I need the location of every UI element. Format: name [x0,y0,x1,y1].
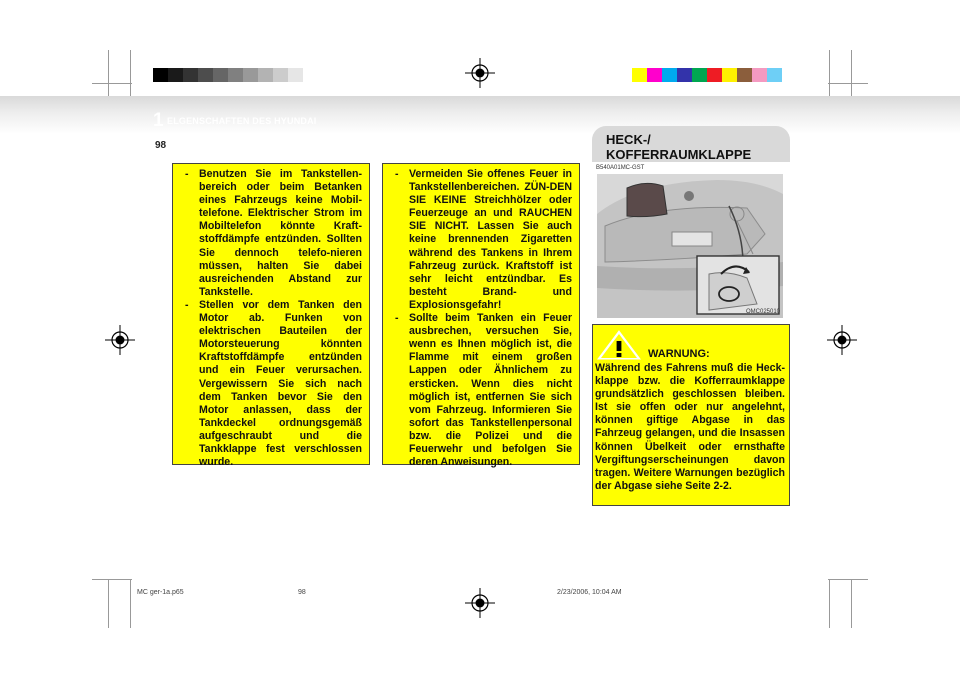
page-number: 98 [155,140,167,151]
crop-mark [828,579,868,580]
registration-mark-icon [465,58,495,88]
color-swatch [737,68,752,82]
grayscale-color-bar [153,68,318,82]
footer-page: 98 [298,589,306,596]
warning-title: WARNUNG: [648,348,710,360]
color-swatch [228,68,243,82]
crop-mark [108,580,109,628]
crop-mark [92,83,132,84]
footer-timestamp: 2/23/2006, 10:04 AM [557,589,622,596]
caution-list [181,168,362,469]
section-title-line: KOFFERRAUMKLAPPE [606,147,752,162]
registration-mark-icon [827,325,857,355]
color-swatch [662,68,677,82]
registration-mark-icon [465,588,495,618]
image-code: OMC025010 [746,309,781,315]
color-swatch [677,68,692,82]
color-swatch [258,68,273,82]
chapter-title: ELGENSCHAFTEN DES HYUNDAI [167,116,317,126]
crop-mark [851,50,852,102]
crop-mark [829,50,830,102]
color-swatch [707,68,722,82]
color-swatch [273,68,288,82]
color-swatch [722,68,737,82]
list-item: - Sollte beim Tanken ein Feuer ausbrechen, versuchen Sie, wenn es Ihnen möglich ist, die Flamme mit einem großen Lappen oder Ähnlichem zu ersticken. Wenn dies nicht möglich ist, entfernen Sie sich vom Fahrzeug. Informieren Sie sofort das Tankstellenpersonal bzw. die Polizei und die Feuerwehr und befolgen Sie deren Anweisungen. [395,312,572,469]
section-code: B540A01MC-GST [596,165,645,171]
caution-list [391,168,572,469]
color-swatch [632,68,647,82]
color-swatch [647,68,662,82]
color-swatch [153,68,168,82]
color-swatch [168,68,183,82]
crop-mark [829,580,830,628]
crop-mark [130,50,131,102]
crop-mark [92,579,132,580]
list-item: - Stellen vor dem Tanken den Motor ab. Funken von elektrischen Bauteilen der Motorsteuerung könnten Kraftstoffdämpfe entzünden und ein Feuer verursachen. Vergewissern Sie sich nach dem Tanken bevor Sie den Motor anlassen, dass der Tankdeckel ordnungsgemäß aufgeschraubt und die Tankklappe fest verschlossen wurde. [185,298,362,469]
caution-box-right [382,163,580,469]
footer-file: MC ger-1a.p65 [137,589,184,596]
list-item: - Benutzen Sie im Tankstellen-bereich oder beim Betanken eines Fahrzeugs keine Mobil-telefone. Elektrischer Strom im Mobiltelefon könnte Kraft-stoffdämpfe entzünden. Sollten Sie dennoch telefo-nieren müssen, halten Sie dabei ausreichenden Abstand zur Tankstelle. [185,168,362,298]
header-band [0,96,960,134]
trunk-lid-photo [597,174,783,318]
crop-mark [828,83,868,84]
color-swatch [303,68,318,82]
section-title [606,132,796,162]
crop-mark [851,580,852,628]
section-title-line: HECK-/ [606,132,651,147]
color-swatch [692,68,707,82]
warning-triangle-icon [597,330,641,360]
crop-mark [108,50,109,102]
color-swatch [183,68,198,82]
list-item-text: Vermeiden Sie offenes Feuer in Tankstellenbereichen. ZÜN-DEN SIE KEINE Streichhölzer oder Feuerzeuge an und RAUCHEN SIE NICHT. Lassen Sie auch keine brennenden Zigaretten während des Tankens in Ihrem Fahrzeug zurück. Kraftstoff ist sehr leicht entzündbar. Es besteht Brand- und Explosionsgefahr! [409,168,572,311]
color-swatch [243,68,258,82]
registration-mark-icon [105,325,135,355]
color-swatch [767,68,782,82]
color-swatch [782,68,797,82]
color-swatch [213,68,228,82]
list-item-text: Benutzen Sie im Tankstellen-bereich oder beim Betanken eines Fahrzeugs keine Mobil-telefone. Elektrischer Strom im Mobiltelefon könnte Kraft-stoffdämpfe entzünden. Sollten Sie dennoch telefo-nieren müssen, halten Sie dabei ausreichenden Abstand zur Tankstelle. [199,168,362,298]
crop-mark [130,580,131,628]
color-swatch [752,68,767,82]
chapter-number: 1 [153,110,164,131]
caution-box-left [172,163,370,469]
warning-text: Während des Fahrens muß die Heck-klappe bzw. die Kofferraumklappe grundsätzlich geschlossen bleiben. Ist sie offen oder nur angelehnt, können giftige Abgase in das Fahrzeug gelangen, und die Insassen können Übelkeit oder ernsthafte Vergiftungserscheinungen davon tragen. Weitere Warnungen bezüglich der Abgase siehe Seite 2-2. [595,362,785,492]
color-swatch [198,68,213,82]
process-color-bar [632,68,797,82]
car-rear-illustration [597,174,783,318]
list-item-text: Sollte beim Tanken ein Feuer ausbrechen, versuchen Sie, wenn es Ihnen möglich ist, die Flamme mit einem großen Lappen oder Ähnlichem zu ersticken. Wenn dies nicht möglich ist, entfernen Sie sich vom Fahrzeug. Informieren Sie sofort das Tankstellenpersonal bzw. die Polizei und die Feuerwehr und befolgen Sie deren Anweisungen. [409,312,572,469]
color-swatch [288,68,303,82]
list-item: - Vermeiden Sie offenes Feuer in Tankstellenbereichen. ZÜN-DEN SIE KEINE Streichhölzer oder Feuerzeuge an und RAUCHEN SIE NICHT. Lassen Sie auch keine brennenden Zigaretten während des Tankens in Ihrem Fahrzeug zurück. Kraftstoff ist sehr leicht entzündbar. Es besteht Brand- und Explosionsgefahr! [395,168,572,311]
list-item-text: Stellen vor dem Tanken den Motor ab. Funken von elektrischen Bauteilen der Motorsteuerung könnten Kraftstoffdämpfe entzünden und ein Feuer verursachen. Vergewissern Sie sich nach dem Tanken bevor Sie den Motor anlassen, dass der Tankdeckel ordnungsgemäß aufgeschraubt und die Tankklappe fest verschlossen wurde. [199,298,362,469]
